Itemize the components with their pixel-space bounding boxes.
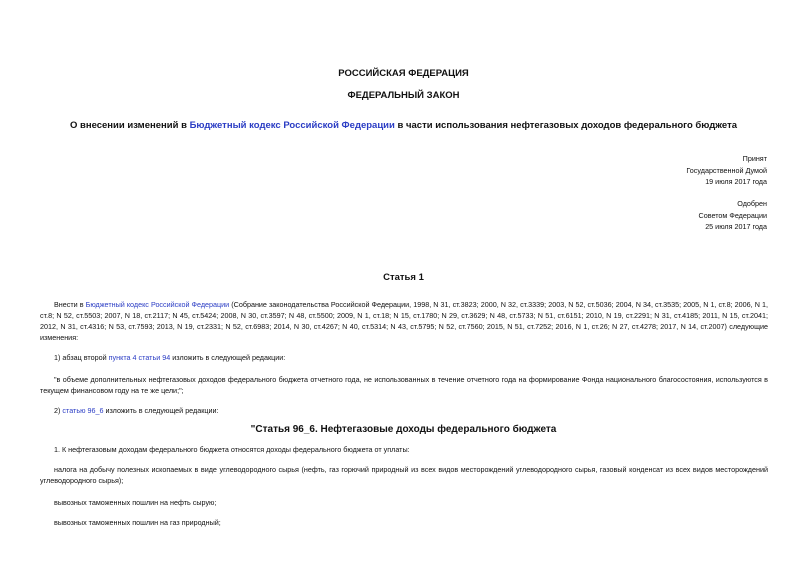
item-1-text: 1) абзац второй [54, 353, 109, 362]
adoption-block [686, 153, 767, 188]
item-2 [40, 405, 768, 416]
article-96-6-p4: вывозных таможенных пошлин на газ природный; [54, 518, 221, 527]
article-94-link[interactable]: пункта 4 статьи 94 [108, 353, 171, 362]
item-1-text: изложить в следующей редакции: [170, 353, 286, 362]
approved-date: 25 июля 2017 года [705, 222, 767, 231]
doc-type-heading: ФЕДЕРАЛЬНЫЙ ЗАКОН [347, 90, 460, 101]
item-1 [40, 352, 768, 363]
item-2-prefix: 2) [54, 406, 63, 415]
article-96-6-p1: 1. К нефтегазовым доходам федерального бюджета относятся доходы федерального бюджета от уплаты: [54, 445, 410, 454]
adopted-label: Принят [742, 154, 767, 163]
approved-label: Одобрен [737, 199, 767, 208]
item-2-text: изложить в следующей редакции: [103, 406, 219, 415]
article-96-6-heading: "Статья 96_6. Нефтегазовые доходы федерального бюджета [250, 424, 557, 435]
article-1-intro [40, 299, 768, 343]
approved-body: Советом Федерации [698, 210, 767, 220]
law-title [0, 120, 807, 131]
article-96-6-link[interactable]: статью 96_6 [62, 406, 104, 415]
budget-code-link[interactable]: Бюджетный кодекс Российской Федерации [85, 300, 230, 309]
article-96-6-p3: вывозных таможенных пошлин на нефть сырую; [54, 498, 217, 507]
approval-block [699, 198, 767, 233]
law-title-text: О внесении изменений в [69, 120, 190, 131]
country-heading: РОССИЙСКАЯ ФЕДЕРАЦИЯ [338, 68, 469, 79]
article-96-6-p2: налога на добычу полезных ископаемых в виде углеводородного сырья (нефть, газ горючий природный из всех видов месторождений углеводородного сырья, газовый конденсат из всех видов месторождений углеводородного сырья); [40, 465, 768, 485]
budget-code-link[interactable]: Бюджетный кодекс Российской Федерации [189, 120, 395, 131]
intro-text: (Собрание законодательства Российской Федерации, 1998, N 31, ст.3823; 2000, N 32, ст.3339; 2003, N 52, ст.5036; 2004, N 34, ст.3535; 2005, N 1, ст.8; 2006, N 1, ст.8; N 52, ст.5503; 2007, N 18, ст.2117; N 45, ст.5424; 2008, N 30, ст.3597; N 48, ст.5500; 2009, N 1, ст.18; N 15, ст.1780; N 29, ст.3629; N 48, ст.5733; N 51, ст.6151; 2010, N 19, ст.2291; N 31, ст.4185; 2011, N 15, ст.2041; 2012, N 31, ст.4316; N 53, ст.7593; 2013, N 19, ст.2331; N 52, ст.6983; 2014, N 30, ст.4267; N 40, ст.5314; N 43, ст.5795; N 52, ст.7560; 2015, N 51, ст.7252; 2016, N 1, ст.26; N 27, ст.4278; 2017, N 14, ст.2007) следующие изменения: [40, 300, 768, 342]
article-1-heading: Статья 1 [383, 272, 424, 283]
law-title-text: в части использования нефтегазовых доходов федерального бюджета [394, 120, 738, 131]
intro-text: Внести в [54, 300, 86, 309]
adopted-date: 19 июля 2017 года [705, 177, 767, 186]
item-1-quote: "в объеме дополнительных нефтегазовых доходов федерального бюджета отчетного года, не использованных в течение отчетного года на формирование Фонда национального благосостояния, используются в текущем финансовом году на те же цели;"; [40, 375, 768, 395]
adopted-body: Государственной Думой [686, 165, 767, 175]
